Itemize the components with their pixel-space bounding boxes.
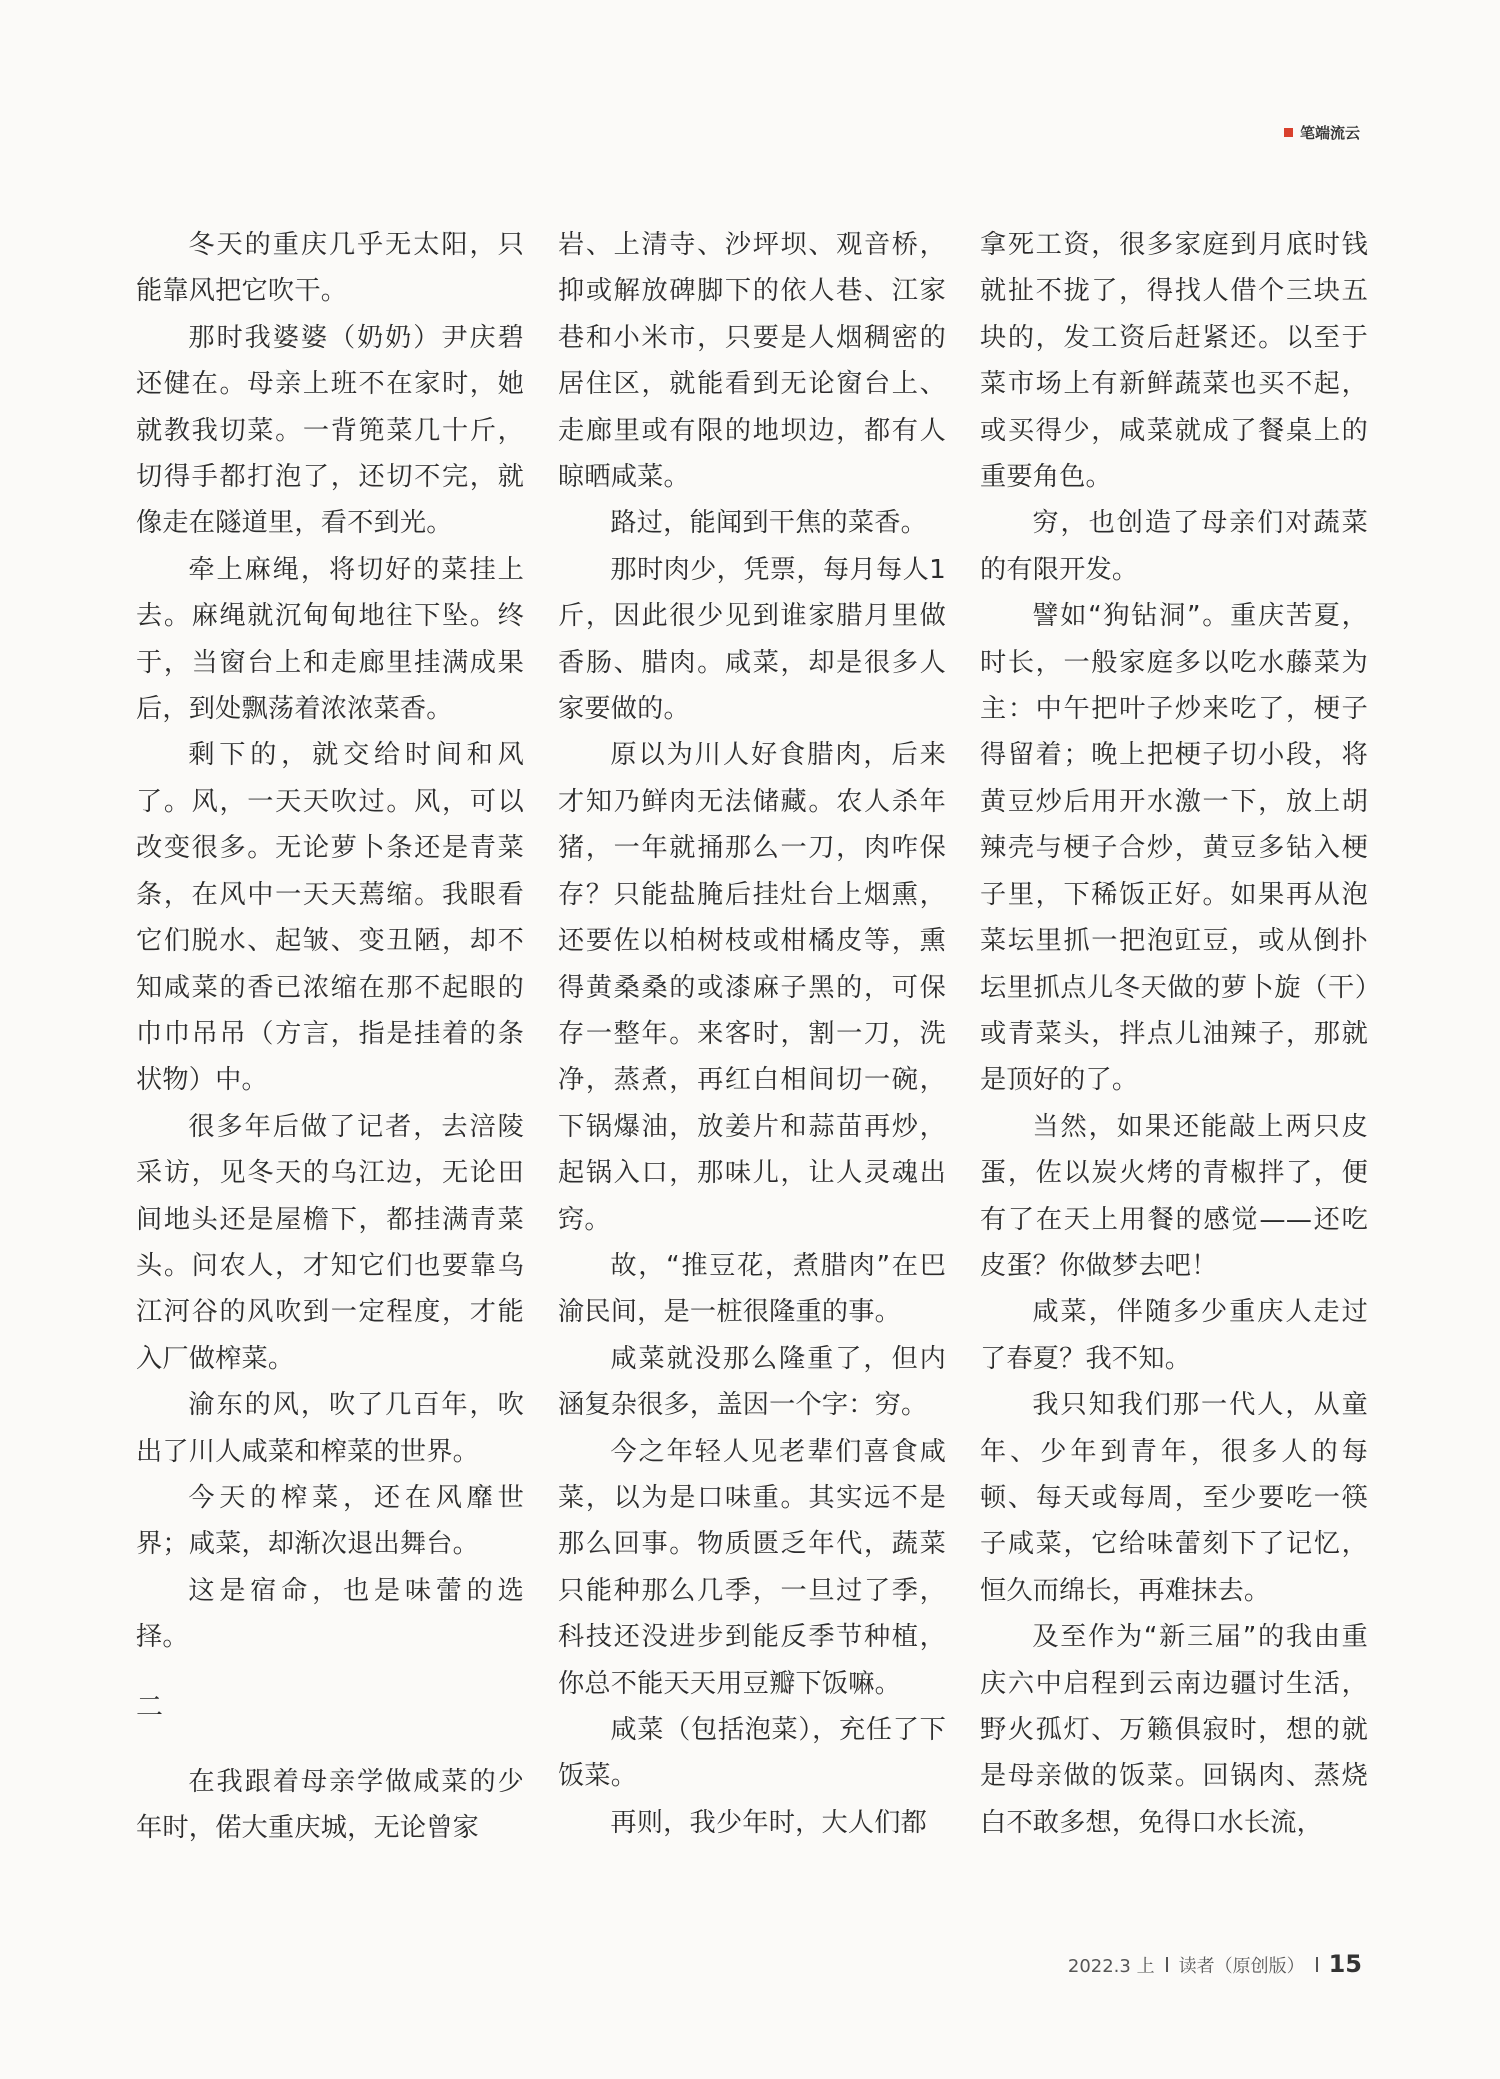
divider bbox=[1316, 1957, 1318, 1972]
paragraph: 路过，能闻到干焦的菜香。 bbox=[610, 508, 928, 539]
paragraph: 剩下的，就交给时间和风了。风，一天天吹过。风，可以改变很多。无论萝卜条还是青菜条，在风中一天天蔫缩。我眼看它们脱水、起皱、变丑陋，却不知咸菜的香已浓缩在那不起眼的巾巾吊吊（方言，指是挂着的条状物）中。 bbox=[136, 740, 524, 1096]
paragraph: 及至作为“新三届”的我由重庆六中启程到云南边疆讨生活，野火孤灯、万籁俱寂时，想的就是母亲做的饭菜。回锅肉、蒸烧白不敢多想，免得口水长流， bbox=[980, 1622, 1368, 1838]
column-header bbox=[1284, 122, 1360, 143]
paragraph: 我只知我们那一代人，从童年、少年到青年，很多人的每顿、每天或每周，至少要吃一筷子咸菜，它给味蕾刻下了记忆，恒久而绵长，再难抹去。 bbox=[980, 1390, 1368, 1606]
page-number: 15 bbox=[1328, 1950, 1362, 1978]
paragraph: 当然，如果还能敲上两只皮蛋，佐以炭火烤的青椒拌了，便有了在天上用餐的感觉——还吃皮蛋？你做梦去吧！ bbox=[980, 1111, 1368, 1281]
paragraph: 原以为川人好食腊肉，后来才知乃鲜肉无法储藏。农人杀年猪，一年就捅那么一刀，肉咋保存？只能盐腌后挂灶台上烟熏，还要佐以柏树枝或柑橘皮等，熏得黄桑桑的或漆麻子黑的，可保存一整年。来客时，割一刀，洗净，蒸煮，再红白相间切一碗，下锅爆油，放姜片和蒜苗再炒，起锅入口，那味儿，让人灵魂出窍。 bbox=[558, 740, 946, 1235]
paragraph: 咸菜，伴随多少重庆人走过了春夏？我不知。 bbox=[980, 1297, 1368, 1374]
paragraph: 冬天的重庆几乎无太阳，只能靠风把它吹干。 bbox=[136, 230, 524, 307]
paragraph: 渝东的风，吹了几百年，吹出了川人咸菜和榨菜的世界。 bbox=[136, 1390, 524, 1467]
issue-label: 2022.3 上 bbox=[1067, 1956, 1155, 1977]
paragraph: 那时我婆婆（奶奶）尹庆碧还健在。母亲上班不在家时，她就教我切菜。一背篼菜几十斤，切得手都打泡了，还切不完，就像走在隧道里，看不到光。 bbox=[136, 322, 524, 539]
paragraph: 咸菜（包括泡菜），充任了下饭菜。 bbox=[558, 1715, 946, 1792]
text-column-3 bbox=[980, 222, 1368, 1846]
divider bbox=[1166, 1957, 1168, 1972]
paragraph: 故，“推豆花，煮腊肉”在巴渝民间，是一桩很隆重的事。 bbox=[558, 1250, 946, 1328]
paragraph: 很多年后做了记者，去涪陵采访，见冬天的乌江边，无论田间地头还是屋檐下，都挂满青菜头。问农人，才知它们也要靠乌江河谷的风吹到一定程度，才能入厂做榨菜。 bbox=[136, 1111, 524, 1374]
paragraph: 这是宿命，也是味蕾的选择。 bbox=[136, 1575, 524, 1653]
text-column-1 bbox=[136, 222, 524, 1852]
paragraph: 再则，我少年时，大人们都 bbox=[610, 1807, 928, 1838]
paragraph: 今天的榨菜，还在风靡世界；咸菜，却渐次退出舞台。 bbox=[136, 1482, 524, 1560]
paragraph-continued: 岩、上清寺、沙坪坝、观音桥，抑或解放碑脚下的依人巷、江家巷和小米市，只要是人烟稠密的居住区，就能看到无论窗台上、走廊里或有限的地坝边，都有人晾晒咸菜。 bbox=[558, 230, 946, 493]
paragraph: 那时肉少，凭票，每月每人1斤，因此很少见到谁家腊月里做香肠、腊肉。咸菜，却是很多人家要做的。 bbox=[558, 554, 946, 725]
paragraph: 譬如“狗钻洞”。重庆苦夏，时长，一般家庭多以吃水藤菜为主：中午把叶子炒来吃了，梗子得留着；晚上把梗子切小段，将黄豆炒后用开水激一下，放上胡辣壳与梗子合炒，黄豆多钻入梗子里，下稀饭正好。如果再从泡菜坛里抓一把泡豇豆，或从倒扑坛里抓点儿冬天做的萝卜旋（干）或青菜头，拌点儿油辣子，那就是顶好的了。 bbox=[980, 601, 1368, 1096]
text-column-2 bbox=[558, 222, 946, 1846]
paragraph: 咸菜就没那么隆重了，但内涵复杂很多，盖因一个字：穷。 bbox=[558, 1343, 946, 1421]
paragraph: 穷，也创造了母亲们对蔬菜的有限开发。 bbox=[980, 508, 1368, 585]
paragraph: 在我跟着母亲学做咸菜的少年时，偌大重庆城，无论曾家 bbox=[136, 1767, 524, 1844]
section-number: 二 bbox=[136, 1691, 164, 1723]
column-name: 笔端流云 bbox=[1299, 124, 1360, 142]
paragraph-continued: 拿死工资，很多家庭到月底时钱就扯不拢了，得找人借个三块五块的，发工资后赶紧还。以至于菜市场上有新鲜蔬菜也买不起，或买得少，咸菜就成了餐桌上的重要角色。 bbox=[980, 230, 1368, 493]
page-footer bbox=[1068, 1950, 1362, 1978]
header-square-icon bbox=[1284, 128, 1293, 137]
paragraph: 牵上麻绳，将切好的菜挂上去。麻绳就沉甸甸地往下坠。终于，当窗台上和走廊里挂满成果后，到处飘荡着浓浓菜香。 bbox=[136, 554, 524, 725]
magazine-name: 读者（原创版） bbox=[1178, 1956, 1305, 1977]
paragraph: 今之年轻人见老辈们喜食咸菜，以为是口味重。其实远不是那么回事。物质匮乏年代，蔬菜只能种那么几季，一旦过了季，科技还没进步到能反季节种植，你总不能天天用豆瓣下饭嘛。 bbox=[558, 1436, 946, 1699]
